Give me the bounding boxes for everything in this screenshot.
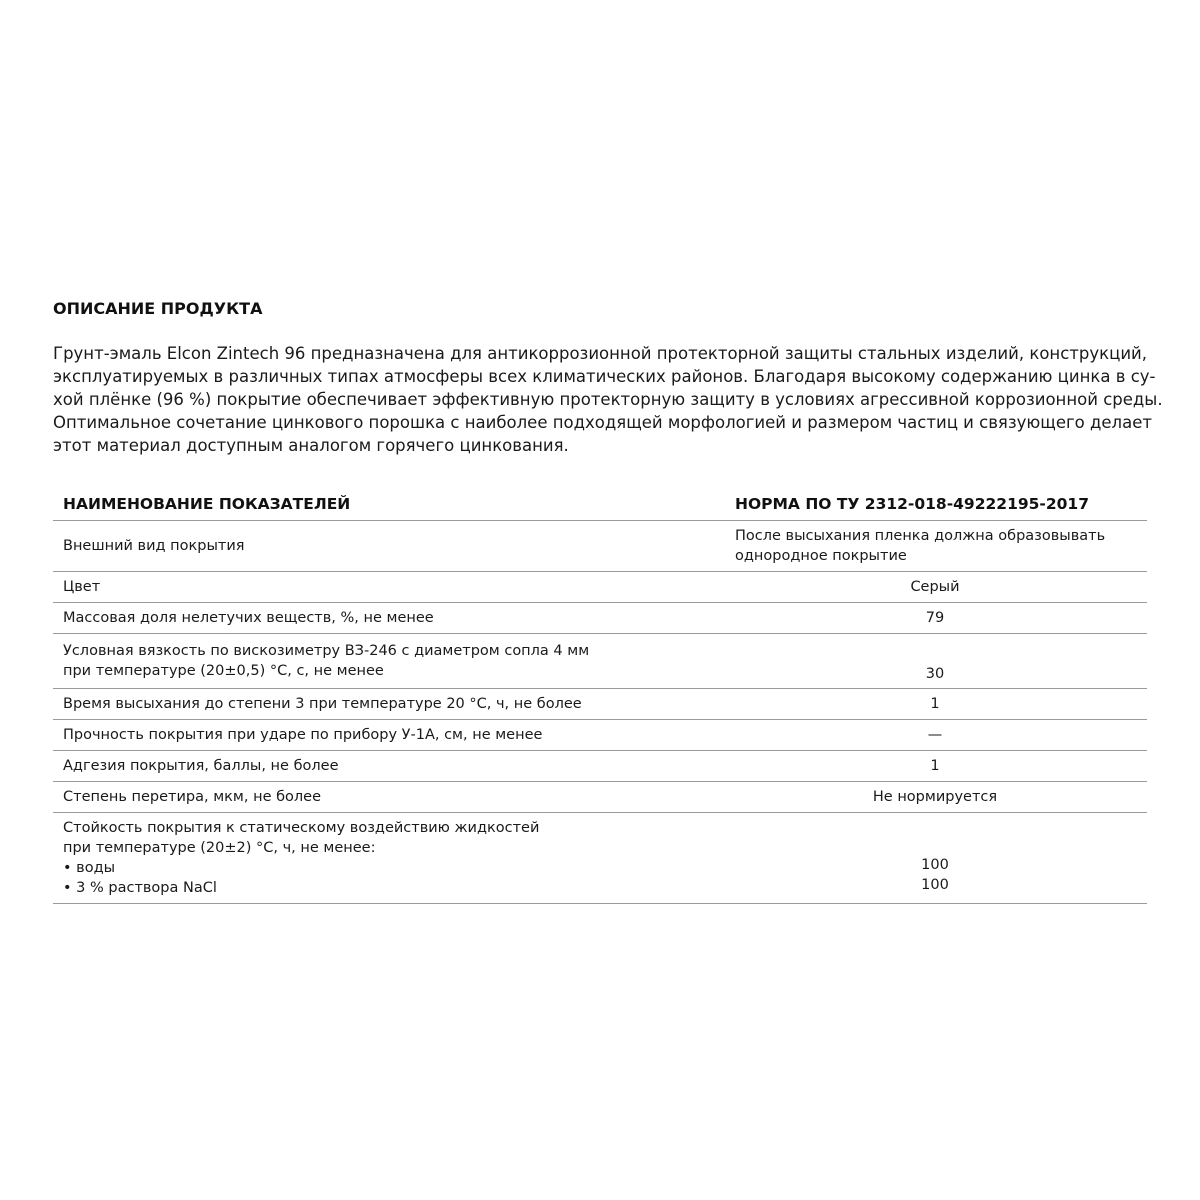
indicator-value-line: Серый [910,579,960,595]
specifications-table [53,488,1147,904]
indicator-value-line: После высыхания пленка должна образовывать [735,528,1106,544]
product-description [53,342,1163,457]
indicator-value-line: 1 [930,696,940,712]
description-line: Оптимальное сочетание цинкового порошка с наиболее подходящей морфологией и размером частиц и связующего делает [53,413,1152,432]
table-row [53,720,1147,751]
indicator-value-line: Не нормируется [872,789,998,805]
indicator-value-line: однородное покрытие [735,548,907,564]
indicator-name-line: при температуре (20±2) °С, ч, не менее: [63,840,376,856]
indicator-name [53,521,723,572]
header-indicator-name: НАИМЕНОВАНИЕ ПОКАЗАТЕЛЕЙ [53,488,723,521]
indicator-value [723,572,1147,603]
indicator-value [723,634,1147,689]
indicator-value [723,782,1147,813]
indicator-value [723,689,1147,720]
table-row [53,572,1147,603]
indicator-name-line: • 3 % раствора NaCl [63,880,217,896]
table-row [53,634,1147,689]
header-norm: НОРМА ПО ТУ 2312-018-49222195-2017 [723,488,1147,521]
description-line: эксплуатируемых в различных типах атмосферы всех климатических районов. Благодаря высокому содержанию цинка в су- [53,367,1156,386]
indicator-name-line: Условная вязкость по вискозиметру ВЗ-246 с диаметром сопла 4 мм [63,643,590,659]
indicator-value [723,603,1147,634]
indicator-name-line: Массовая доля нелетучих веществ, %, не менее [63,610,434,626]
indicator-name [53,720,723,751]
table-row [53,813,1147,904]
indicator-value [723,521,1147,572]
indicator-value-line: — [927,727,943,743]
table-row [53,782,1147,813]
indicator-name-line: Стойкость покрытия к статическому воздействию жидкостей [63,820,540,836]
description-line: Грунт-эмаль Elcon Zintech 96 предназначена для антикоррозионной протекторной защиты стальных изделий, конструкций, [53,344,1148,363]
indicator-value [723,720,1147,751]
table-row [53,603,1147,634]
indicator-name [53,603,723,634]
indicator-name-line: Прочность покрытия при ударе по прибору У-1А, см, не менее [63,727,543,743]
indicator-value [723,751,1147,782]
section-title: ОПИСАНИЕ ПРОДУКТА [53,299,263,318]
indicator-value-line: 1 [930,758,940,774]
indicator-name [53,813,723,904]
description-line: хой плёнке (96 %) покрытие обеспечивает эффективную протекторную защиту в условиях агрессивной коррозионной среды. [53,390,1163,409]
description-line: этот материал доступным аналогом горячего цинкования. [53,436,569,455]
indicator-value-line: 100 [921,877,949,893]
indicator-name-line: Внешний вид покрытия [63,538,245,554]
indicator-name [53,634,723,689]
indicator-value-line: 100 [921,857,949,873]
table-row [53,689,1147,720]
indicator-name-line: • воды [63,860,116,876]
indicator-name-line: Адгезия покрытия, баллы, не более [63,758,339,774]
indicator-name [53,782,723,813]
indicator-name-line: Время высыхания до степени 3 при температуре 20 °С, ч, не более [63,696,582,712]
indicator-name-line: Цвет [63,579,101,595]
indicator-name [53,572,723,603]
indicator-value-line: 30 [925,666,945,682]
indicator-name-line: при температуре (20±0,5) °С, с, не менее [63,663,384,679]
indicator-name [53,751,723,782]
indicator-value [723,813,1147,904]
table-header-row [53,488,1147,521]
table-row [53,521,1147,572]
indicator-value-line: 79 [925,610,945,626]
table-row [53,751,1147,782]
indicator-name [53,689,723,720]
indicator-name-line: Степень перетира, мкм, не более [63,789,322,805]
